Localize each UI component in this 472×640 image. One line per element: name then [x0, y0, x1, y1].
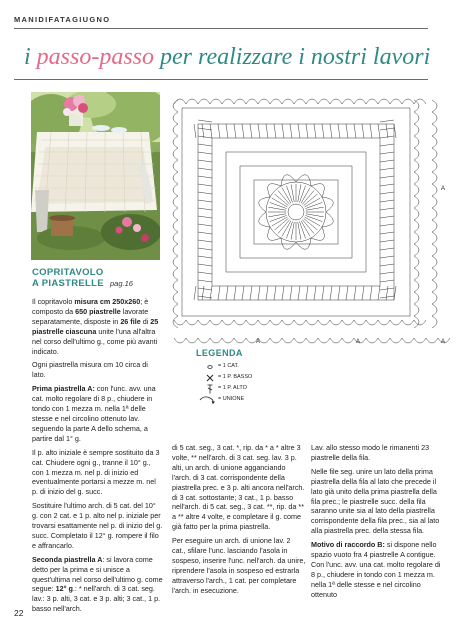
page-number: 22: [14, 608, 24, 618]
body-text: Sostituire l'ultimo arch. di 5 cat. del 10° g. con 2 cat. e 1 p. alto nel p. iniziale per trovarsi esattamente nel p. di inizio del g. succ. Completato il 12° g. rompere il filo e affrancarlo.: [32, 501, 163, 550]
body-text: Per eseguire un arch. di unione lav. 2 cat., sfilare l'unc. lasciando l'asola in sospeso, inserire l'unc. nell'arch. da unire, riprendere l'asola in sospeso ed estrarla attraverso l'arch., 1 cat. per completare l'arch. in esecuzione.: [172, 536, 306, 595]
crochet-chart: [166, 92, 462, 354]
headline-rest: per realizzare i nostri lavori: [154, 44, 431, 70]
legend-label-single-crochet: = 1 P. BASSO: [218, 374, 253, 380]
bold-text: 12° g: [55, 584, 73, 594]
single-crochet-icon: [198, 373, 216, 383]
legend-item-double-crochet: [196, 384, 336, 395]
crochet-diagram: [166, 92, 462, 354]
project-title-line-1: COPRITAVOLO: [32, 267, 104, 278]
page-headline: [24, 44, 430, 71]
photo-illustration: [31, 92, 160, 260]
body-text: Nelle file seg. unire un lato della prima piastrella della fila al lato che precede il lato già unito della prima piastrella della fila prec.; le piastrelle succ. della fila saranno unite sia al lato della piastrella corrispondente della fila prec., sia al lato alla piastrella prec. della stessa fila.: [311, 466, 440, 536]
col2-paragraph: [172, 536, 306, 595]
magazine-title: MANIDIFATAGIUGNO: [14, 15, 111, 24]
body-text: di 5 cat. seg., 3 cat. *, rip. da * a * altre 3 volte, ** nell'arch. di 3 cat. seg. lav. 3 p. alti, un arch. di unione agganciando l'arch. di 3 cat. corrispondente della piastrella prec. e 3 p. alti ancora nell'arch. di 3 cat. sottostante; 3 cat., 1 p. basso nell'arch. di 5 cat. seg., 3 cat. **, rip. da ** a ** altre 4 volte, e completare il g. come già fatto per la prima piastrella.: [172, 443, 305, 532]
legend-label-double-crochet: = 1 P. ALTO: [218, 385, 247, 391]
text-column-1: [32, 297, 163, 618]
headline-highlight: passo-passo: [36, 44, 155, 70]
col1-paragraph: [32, 360, 163, 380]
body-text: Il p. alto iniziale è sempre sostituito da 3 cat. Chiudere ogni g., tranne il 10° g., con 1 mezza m. nel p. di inizio ed eventualmente portarsi a mezze m. nel p. di inizio del g. succ.: [32, 447, 160, 497]
col1-paragraph: [32, 555, 163, 614]
body-text: unite l'una all'altra nel corso dell'ultimo g., come più avanti indicato.: [32, 326, 158, 356]
page-reference: pag.16: [110, 279, 133, 288]
diagram-letter-a-1: A: [441, 186, 446, 192]
body-text: di: [140, 316, 151, 326]
legend-label-join: = UNIONE: [218, 396, 245, 402]
bold-text: Motivo di raccordo B:: [311, 540, 385, 550]
col1-paragraph: [32, 448, 163, 498]
body-text: Il copritavolo: [32, 297, 75, 306]
col3-paragraph: [311, 467, 445, 536]
diagram-letter-a-4: A: [441, 339, 446, 345]
bold-text: Prima piastrella A:: [32, 384, 95, 394]
body-text: : si lavora come detto per la prima e si unisce a quest'ultima nel corso dell'ultimo g. come segue:: [32, 554, 163, 594]
legend-item-chain: [196, 362, 336, 373]
bold-text: 650 piastrelle: [75, 306, 121, 316]
double-crochet-icon: [198, 384, 216, 394]
legend: [196, 348, 336, 428]
body-text: con l'unc. avv. una cat. molto regolare di 8 p., chiudere in tondo con 1 mezza m. nella 1ª delle stesse e nel circolino ottenuto lav. seguendo la parte A dello schema, a partire dal 1° g.: [32, 384, 156, 443]
chain-stitch-icon: [198, 362, 216, 372]
diagram-letter-a-2: A: [256, 339, 261, 345]
project-title-line-2: A PIASTRELLE: [32, 278, 104, 289]
bold-text: 25 piastrelle ciascuna: [32, 316, 159, 336]
col1-paragraph: [32, 384, 163, 443]
body-text: si dispone nello spazio vuoto fra 4 piastrelle A contigue. Con l'unc. avv. una cat. molto regolare di 8 p., chiudere in tondo con 1 mezza m. nella 1ª delle stesse e nel circolino ottenuto: [311, 540, 441, 599]
legend-item-join: [196, 395, 336, 406]
col1-paragraph: [32, 501, 163, 551]
headline-rule: [14, 79, 428, 80]
bold-text: Seconda piastrella A: [32, 554, 103, 564]
project-title: [32, 267, 104, 289]
col3-paragraph: [311, 540, 445, 599]
bold-text: misura cm 250x260: [74, 297, 141, 306]
col1-paragraph: [32, 297, 163, 356]
col2-paragraph: [172, 443, 306, 532]
legend-item-single-crochet: [196, 373, 336, 384]
text-column-3: [311, 443, 445, 604]
join-icon: [198, 395, 216, 405]
top-rule: [14, 28, 428, 29]
body-text: Lav. allo stesso modo le rimanenti 23 piastrelle della fila.: [311, 443, 430, 462]
bold-text: 26 file: [120, 316, 141, 326]
diagram-letter-a-3: A: [356, 339, 361, 345]
body-text: lavorate separatamente, disposte in: [32, 306, 149, 326]
body-text: ; è composto da: [32, 297, 149, 316]
tablecloth-photo: [31, 92, 160, 260]
legend-label-chain: = 1 CAT.: [218, 363, 239, 369]
headline-prefix: i: [24, 44, 37, 70]
text-column-2: [172, 443, 306, 600]
body-text: Ogni piastrella misura cm 10 circa di lato.: [32, 360, 148, 380]
body-text: .: * nell'arch. di 3 cat. seg. lav.: 3 p. alti, 3 cat. e 3 p. alti; 3 cat., 1 p. basso nell'arch.: [32, 584, 161, 614]
col3-paragraph: [311, 443, 445, 463]
legend-title: LEGENDA: [196, 348, 243, 358]
